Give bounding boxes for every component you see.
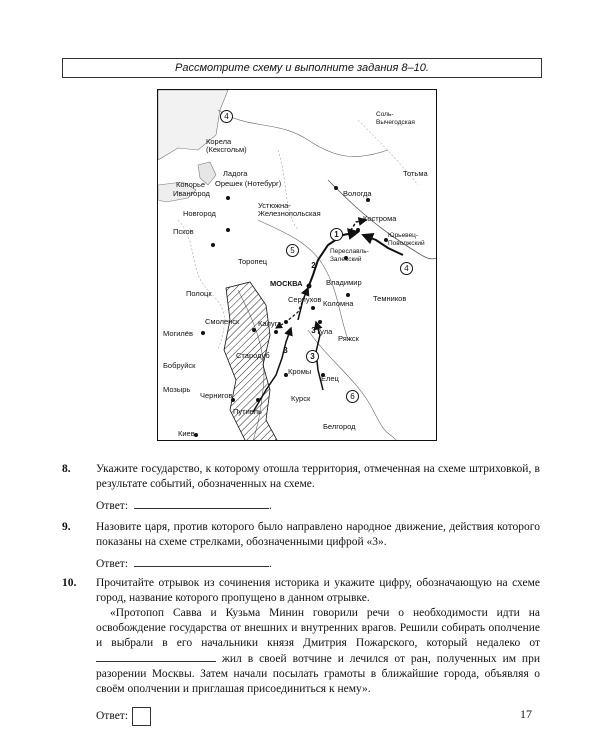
label-koporye: Копорье [176,180,206,189]
label-yuryevets: Юрьевец- Поволжский [388,232,425,247]
label-moskva: МОСКВА [270,279,303,288]
label-ivangorod: Ивангород [173,189,210,198]
label-serpukhov: Серпухов [288,295,322,304]
answer-field[interactable] [134,498,269,509]
answer-label: Ответ: [96,710,129,723]
page-number: 17 [520,707,532,721]
task-number: 9. [62,521,71,533]
label-ladoga: Ладога [223,169,248,178]
marker-5: 5 [286,244,299,257]
marker-3: 3 [311,326,316,335]
task-number: 10. [62,577,77,589]
task-10 [62,576,540,726]
label-vologda: Вологда [343,189,372,198]
historical-map [157,89,437,441]
label-kaluga: Калуга [258,319,282,328]
task-8 [62,462,540,514]
label-kostroma: Кострома [363,214,397,223]
label-tula: Тула [316,327,333,336]
marker-6: 6 [346,390,359,403]
task-number: 8. [62,463,71,475]
task-9 [62,520,540,572]
label-bobruysk: Бобруйск [163,361,196,370]
label-belgorod: Белгород [323,422,356,431]
label-oreshek: Орешек (Нотебург) [215,179,282,188]
label-polotsk: Полоцк [186,289,212,298]
label-kolomna: Коломна [323,299,354,308]
answer-label: Ответ: [96,558,129,570]
marker-1: 1 [330,228,343,241]
answer-box[interactable] [132,707,151,726]
label-smolensk: Смоленск [205,317,240,326]
map-graphics [158,90,437,441]
label-pskov: Псков [173,227,194,236]
quote-blank [96,651,216,662]
marker-3: 3 [306,350,319,363]
marker-3: 3 [283,346,288,355]
marker-2: 2 [311,261,316,270]
label-kiev: Киев [178,429,195,438]
label-pereslavl: Переславль- Залесский [330,248,369,263]
task-quote [96,606,540,697]
marker-4: 4 [220,110,233,123]
label-ryazhsk: Ряжск [338,334,359,343]
label-temnikov: Темников [373,294,407,303]
quote-part-b: жил в своей вотчине и лечился от ран, полученных им при разорении Москвы. Затем начали посылать грамоты в ближайшие города, объявляя о своём ополчении и приглашая присоединиться к нему». [96,653,540,695]
marker-4: 4 [400,262,413,275]
label-mozyr: Мозырь [163,385,191,394]
label-ustyuzhna: Устюжна- Железнопольская [258,201,321,218]
label-kromy: Кромы [288,367,312,376]
label-sol-vychegodskaya: Соль- Вычегодская [376,111,415,126]
label-korela: Корела (Кексгольм) [206,137,247,154]
task-text: Прочитайте отрывок из сочинения историка и укажите цифру, обозначающую на схеме город, название которого пропущено в данном отрывке. [96,577,540,604]
answer-field[interactable] [134,556,269,567]
label-kursk: Курск [291,394,311,403]
label-starodub: Стародуб [236,351,270,360]
task-instruction-box [62,58,542,78]
answer-label: Ответ: [96,500,129,512]
label-novgorod: Новгород [183,209,216,218]
label-putivl: Путивль [233,407,262,416]
label-vladimir: Владимир [326,278,362,287]
task-instruction: Рассмотрите схему и выполните задания 8–10. [175,62,429,74]
answer-end: . [269,500,272,512]
label-chernigov: Чернигов [200,391,233,400]
task-text: Назовите царя, против которого было направлено народное движение, действия которого показаны на схеме стрелками, обозначенными цифрой «3». [96,521,540,548]
answer-row [96,556,540,572]
label-totma: Тотьма [403,169,428,178]
task-text: Укажите государство, к которому отошла территория, отмеченная на схеме штриховкой, в результате событий, обозначенных на схеме. [96,463,540,490]
answer-row [96,498,540,514]
answer-row [96,707,540,726]
label-elets: Елец [321,374,339,383]
label-mogilev: Могилёв [163,329,193,338]
quote-part-a: «Протопоп Савва и Кузьма Минин говорили речи о необходимости идти на освобождение государства от внешних и внутренних врагов. Решили собирать ополчение и выбрали в его начальники князя Дмитрия Пожарского, который недалеко от [96,607,540,649]
label-toropets: Торопец [238,257,268,266]
answer-end: . [269,558,272,570]
